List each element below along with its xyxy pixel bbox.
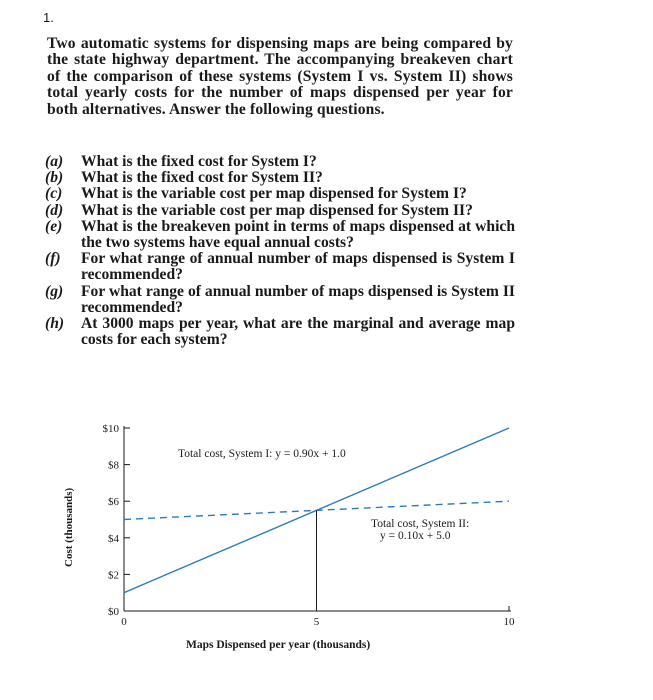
series-line-system-i xyxy=(124,428,509,593)
question-letter: (f) xyxy=(45,250,61,268)
series-label-system-2-title: Total cost, System II: xyxy=(371,518,470,530)
chart-axes xyxy=(124,426,511,611)
x-tick-label: 0 xyxy=(121,616,127,628)
y-tick-label: $10 xyxy=(102,423,119,435)
question-item xyxy=(45,316,515,348)
question-text: What is the variable cost per map dispensed for System I? xyxy=(81,185,467,203)
y-tick-label: $6 xyxy=(108,496,119,509)
question-text: For what range of annual number of maps dispensed is System I recommended? xyxy=(81,250,515,284)
y-tick-label: $8 xyxy=(108,459,119,472)
question-item xyxy=(45,186,515,202)
chart-ticks xyxy=(103,423,516,628)
question-letter: (b) xyxy=(45,169,64,187)
x-axis-label: Maps Dispensed per year (thousands) xyxy=(186,639,371,651)
problem-number: 1. xyxy=(43,10,54,25)
x-tick-label: 5 xyxy=(313,616,320,628)
question-list xyxy=(45,154,515,348)
series-label-system-2-equation: y = 0.10x + 5.0 xyxy=(380,530,451,542)
chart-series xyxy=(124,428,509,593)
question-letter: (h) xyxy=(45,315,65,333)
question-item xyxy=(45,203,515,219)
question-item xyxy=(45,219,515,251)
y-tick-label: $0 xyxy=(108,606,119,618)
question-text: What is the variable cost per map dispensed for System II? xyxy=(81,201,473,219)
question-letter: (a) xyxy=(45,153,64,170)
question-item xyxy=(45,251,515,283)
question-letter: (g) xyxy=(45,282,64,300)
y-axis-label: Cost (thousands) xyxy=(63,487,75,567)
question-text: What is the breakeven point in terms of maps dispensed at which the two systems have equal annual costs? xyxy=(81,217,515,252)
problem-statement: Two automatic systems for dispensing maps are being compared by the state highway department. The accompanying breakeven chart of the comparison of these systems (System I vs. System II) shows total yearly costs for the number of maps dispensed per year for both alternatives. Answer the following questions. xyxy=(47,35,513,118)
y-tick-label: $4 xyxy=(108,532,119,545)
series-label-system-1: Total cost, System I: y = 0.90x + 1.0 xyxy=(178,448,346,460)
question-item xyxy=(45,154,515,170)
x-tick-label: 10 xyxy=(503,616,515,628)
question-letter: (e) xyxy=(45,217,63,235)
y-tick-label: $2 xyxy=(108,569,119,582)
question-item xyxy=(45,284,515,316)
question-item xyxy=(45,170,515,186)
question-text: For what range of annual number of maps dispensed is System II recommended? xyxy=(81,282,515,316)
question-letter: (d) xyxy=(45,201,64,219)
question-letter: (c) xyxy=(45,185,63,203)
question-text: What is the fixed cost for System II? xyxy=(81,169,323,187)
question-text: At 3000 maps per year, what are the marginal and average map costs for each system? xyxy=(81,315,515,349)
series-line-system-ii xyxy=(124,501,509,519)
question-text: What is the fixed cost for System I? xyxy=(81,153,317,170)
